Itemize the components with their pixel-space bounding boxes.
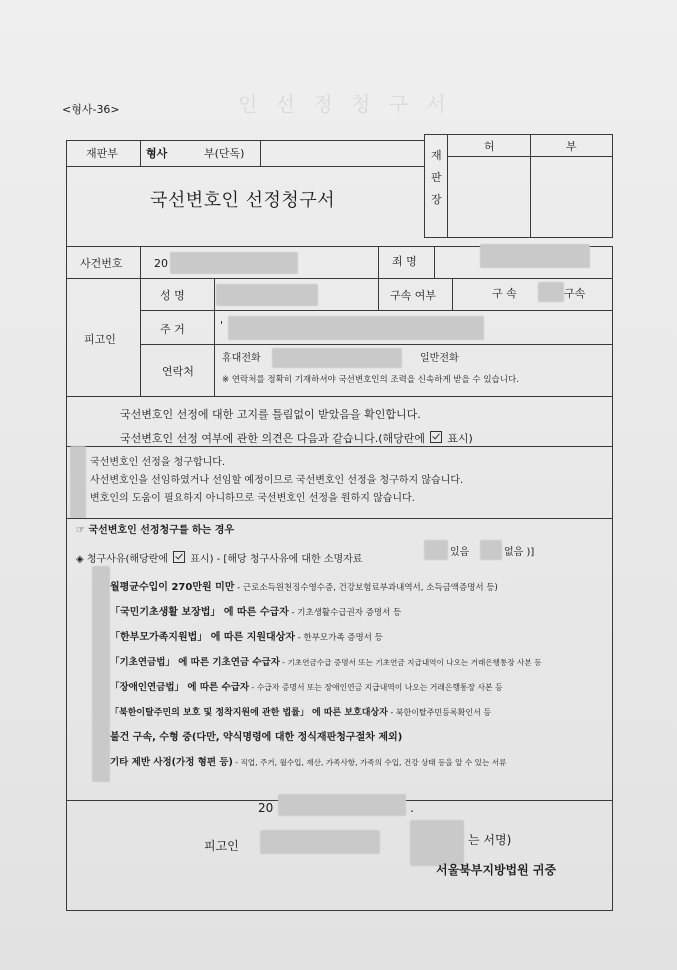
mobile-label: 휴대전화 [222, 353, 261, 364]
request-case-heading: ☞ 국선변호인 선정청구를 하는 경우 [76, 525, 235, 536]
statement-line-1: 국선변호인 선정에 대한 고지를 틀림없이 받았음을 확인합니다. [120, 408, 421, 421]
charge-label: 죄 명 [392, 255, 417, 268]
date-prefix: 20 [258, 801, 274, 815]
check-icon-2 [173, 551, 185, 563]
reason-sub: - 한부모가족 증명서 등 [295, 633, 383, 643]
date-redacted [278, 794, 406, 816]
statement-line-2-suffix: 표시) [447, 432, 473, 445]
reason-sub: - 기초생활수급권자 증명서 등 [288, 608, 402, 618]
reason-main: 「장애인연금법」 에 따른 수급자 [110, 682, 250, 693]
case-no-redacted [170, 252, 298, 274]
case-no-label: 사건번호 [80, 257, 123, 270]
reason-main: 「북한이탈주민의 보호 및 정착지원에 관한 법률」 에 따른 보호대상자 [110, 708, 388, 718]
judge-dept-label: 재판부 [86, 147, 118, 160]
reason-sub: - 직업, 주거, 월수입, 재산, 가족사항, 가족의 수입, 건강 상태 등을 알 수 있는 서류 [232, 758, 507, 767]
reason-item[interactable] [110, 650, 542, 669]
reason-heading-middle: 표시) - [해당 청구사유에 대한 소명자료 [190, 554, 363, 565]
approval-col-1: 허 [484, 140, 495, 153]
name-label: 성 명 [160, 289, 185, 302]
option-2[interactable]: 사선변호인을 선임하였거나 선임할 예정이므로 국선변호인 선정을 청구하지 않습니다. [90, 475, 464, 486]
defendant-label: 피고인 [84, 333, 116, 346]
reason-have: 있음 [450, 547, 470, 558]
reason-main: 「기초연금법」 에 따른 기초연금 수급자 [110, 657, 280, 668]
reasons-check-redacted [92, 566, 110, 782]
charge-redacted [480, 244, 590, 268]
address-label: 주 거 [160, 323, 185, 336]
address-redacted [228, 316, 484, 340]
reason-main: 기타 제반 사정(가정 형편 등) [110, 757, 233, 768]
reason-sub: - 기초연금수급 증명서 또는 기초연금 지급내역이 나오는 거래은행통장 사본 등 [279, 658, 542, 667]
reason-item[interactable] [110, 750, 506, 769]
approval-side-2: 판 [431, 171, 442, 184]
contact-note: ※ 연락처를 정확히 기재하셔야 국선변호인의 조력을 신속하게 받을 수 있습니다. [222, 375, 519, 385]
option-3[interactable]: 변호인의 도움이 필요하지 아니하므로 국선변호인 선정을 원하지 않습니다. [90, 493, 415, 504]
approval-side-3: 장 [431, 193, 442, 206]
statement-line-2 [120, 427, 473, 446]
detention-value-prefix: 구 속 [492, 287, 517, 300]
check-icon [430, 431, 442, 443]
approval-col-2: 부 [566, 140, 577, 153]
detention-label: 구속 여부 [390, 289, 437, 302]
reason-none: 없음 )] [504, 547, 535, 558]
signer-name-redacted [260, 830, 380, 854]
option-1[interactable]: 국선변호인 선정을 청구합니다. [90, 457, 226, 468]
reason-main: 「국민기초생활 보장법」 에 따른 수급자 [110, 607, 289, 618]
judge-dept-value-prefix: 형사 [146, 147, 168, 160]
detention-value-suffix: 구속 [564, 287, 586, 300]
case-no-prefix: 20 [154, 257, 168, 270]
sign-suffix: 는 서명) [468, 833, 512, 847]
reason-item[interactable] [110, 700, 491, 719]
reason-item[interactable] [110, 575, 498, 594]
reason-item[interactable] [110, 625, 383, 644]
landline-label: 일반전화 [420, 353, 459, 364]
form-title: 국선변호인 선정청구서 [150, 190, 336, 211]
have-check-redacted [424, 540, 448, 560]
reason-sub: - 북한이탈주민등록확인서 등 [387, 708, 492, 717]
reason-sub: - 근로소득원천징수영수증, 건강보험료부과내역서, 소득금액증명서 등) [234, 583, 498, 593]
court-name: 서울북부지방법원 귀중 [436, 863, 557, 877]
reason-heading-prefix: ◈ 청구사유(해당란에 [76, 554, 169, 565]
name-redacted [216, 284, 318, 306]
mobile-redacted [272, 348, 402, 368]
options-check-redacted [70, 446, 86, 518]
statement-line-2-text: 국선변호인 선정 여부에 관한 의견은 다음과 같습니다.(해당란에 [120, 432, 426, 445]
detention-redacted [538, 282, 564, 302]
reason-main: 불건 구속, 수형 중(다만, 약식명령에 대한 정식재판청구절차 제외) [110, 732, 403, 743]
signature-redacted [410, 820, 464, 866]
signer-label: 피고인 [204, 839, 239, 853]
approval-side-1: 재 [431, 149, 442, 162]
form-code: <형사-36> [62, 103, 120, 116]
contact-label: 연락처 [162, 365, 194, 378]
reason-item[interactable] [110, 675, 503, 694]
reason-item[interactable] [110, 600, 401, 619]
date-suffix: . [410, 801, 414, 815]
reason-main: 월평균수입이 270만원 미만 [110, 582, 235, 593]
reason-sub: - 수급자 증명서 또는 장애인연금 지급내역이 나오는 거래은행통장 사본 등 [249, 683, 503, 692]
reason-item[interactable] [110, 725, 402, 744]
none-check-redacted [480, 540, 502, 560]
reason-main: 「한부모가족지원법」 에 따른 지원대상자 [110, 632, 296, 643]
ghost-heading: 인 선 정 청 구 서 [238, 92, 452, 116]
judge-dept-value-suffix: 부(단독) [204, 147, 245, 160]
address-prefix: ' [220, 319, 224, 332]
reason-heading [76, 547, 362, 566]
